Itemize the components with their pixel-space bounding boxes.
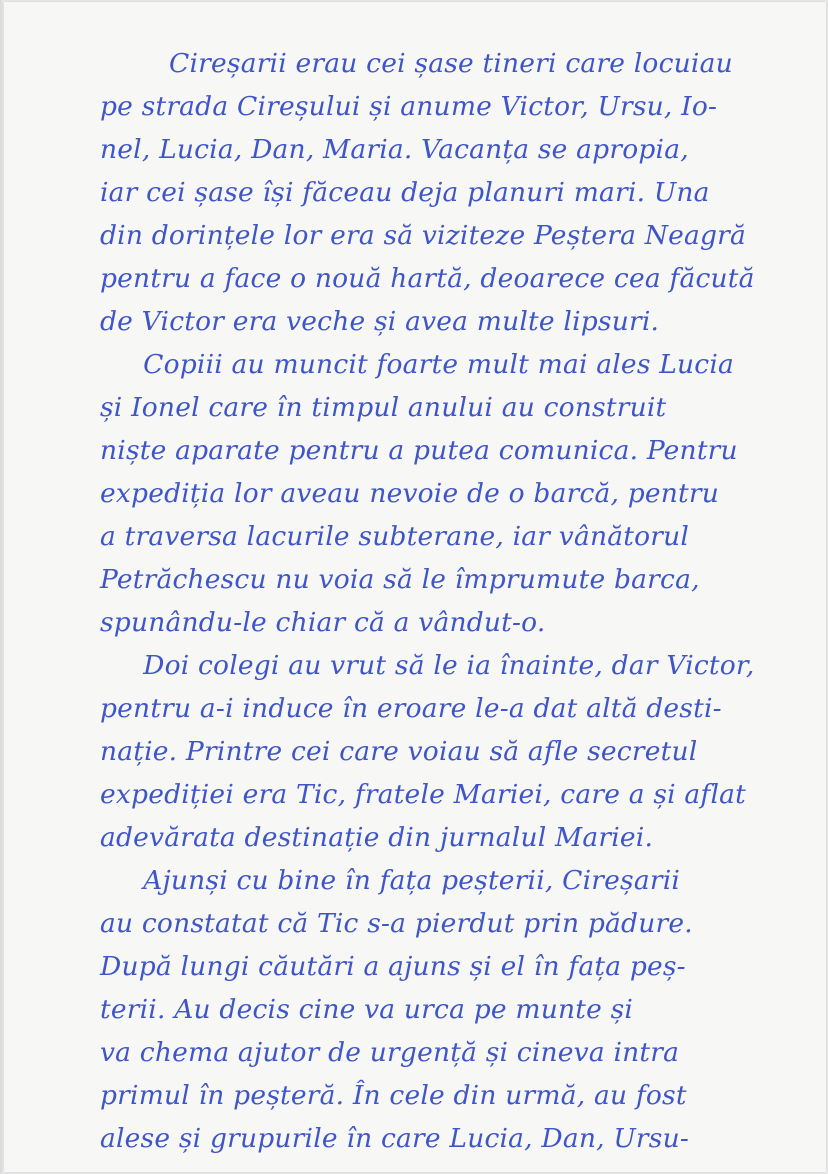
text-line: expediției era Tic, fratele Mariei, care a și aflat (100, 779, 746, 810)
text-line: nație. Printre cei care voiau să afle secretul (100, 736, 698, 767)
text-line: Doi colegi au vrut să le ia înainte, dar Victor, (100, 650, 755, 681)
text-line: alese și grupurile în care Lucia, Dan, Ursu- (100, 1123, 690, 1154)
text-line: a traversa lacurile subterane, iar vânătorul (100, 521, 690, 552)
text-line: spunându-le chiar că a vândut-o. (100, 607, 546, 638)
text-line: expediția lor aveau nevoie de o barcă, pentru (100, 478, 720, 509)
notebook-page (4, 2, 826, 1172)
text-line: nel, Lucia, Dan, Maria. Vacanța se apropia, (100, 134, 689, 165)
text-line: primul în peșteră. În cele din urmă, au fost (100, 1080, 687, 1111)
text-line: și Ionel care în timpul anului au construit (100, 392, 667, 423)
text-line: terii. Au decis cine va urca pe munte și (100, 994, 634, 1025)
text-line: adevărata destinație din jurnalul Mariei. (100, 822, 654, 853)
text-line: iar cei șase își făceau deja planuri mari. Una (100, 177, 710, 208)
text-line: Petrăchescu nu voia să le împrumute barca, (100, 564, 700, 595)
text-line: După lungi căutări a ajuns și el în fața peș- (100, 951, 686, 982)
text-line: din dorințele lor era să viziteze Peștera Neagră (100, 220, 747, 251)
text-line: au constatat că Tic s-a pierdut prin pădure. (100, 908, 693, 939)
text-line: Cireșarii erau cei șase tineri care locuiau (100, 48, 733, 79)
text-line: pentru a face o nouă hartă, deoarece cea făcută (100, 263, 755, 294)
text-line: Copiii au muncit foarte mult mai ales Lucia (100, 349, 735, 380)
text-line: pentru a-i induce în eroare le-a dat altă desti- (100, 693, 722, 724)
text-line: de Victor era veche și avea multe lipsuri. (100, 306, 660, 337)
text-line: niște aparate pentru a putea comunica. Pentru (100, 435, 738, 466)
text-line: pe strada Cireșului și anume Victor, Ursu, Io- (100, 91, 718, 122)
text-line: Ajunși cu bine în fața peșterii, Cireșarii (100, 865, 681, 896)
handwritten-text (100, 42, 812, 1160)
text-line: va chema ajutor de urgență și cineva intra (100, 1037, 680, 1068)
